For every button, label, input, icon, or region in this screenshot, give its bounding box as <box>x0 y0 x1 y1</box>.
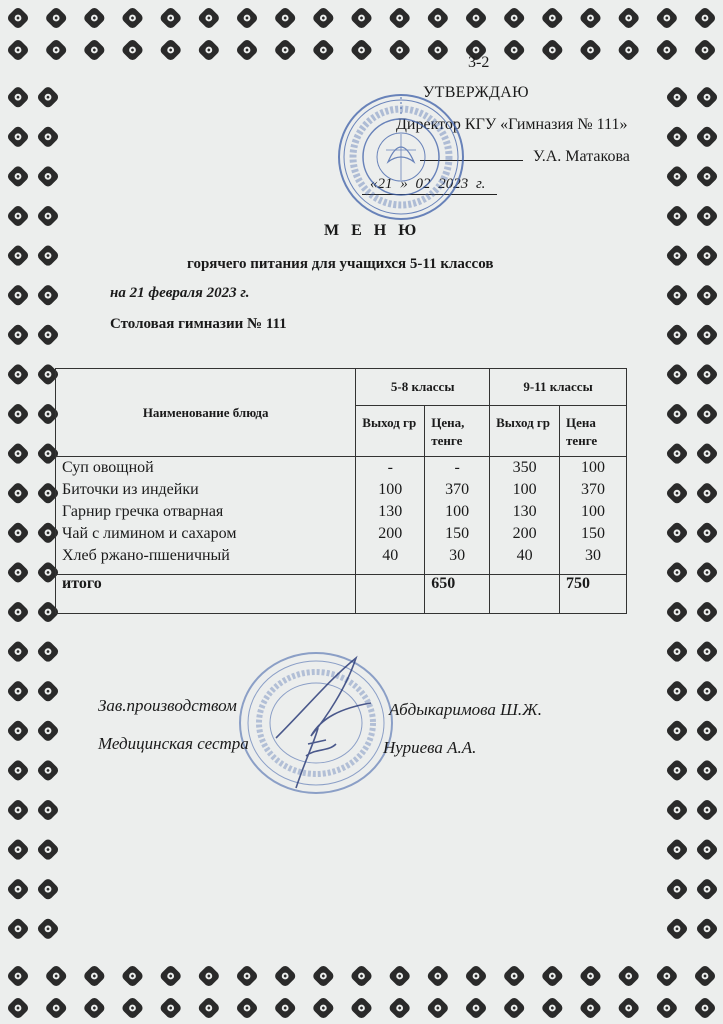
border-ornament-icon <box>349 964 373 988</box>
list-item: Биточки из индейки <box>62 481 199 498</box>
border-ornament-icon <box>540 6 564 30</box>
border-ornament-icon <box>6 758 30 782</box>
border-ornament-icon <box>695 917 719 941</box>
border-ornament-icon <box>502 964 526 988</box>
border-ornament-icon <box>6 964 30 988</box>
list-item: Гарнир гречка отварная <box>62 503 224 520</box>
border-ornament-icon <box>6 164 30 188</box>
border-ornament-icon <box>6 877 30 901</box>
border-ornament-icon <box>617 996 641 1020</box>
border-ornament-icon <box>235 964 259 988</box>
director-name: У.А. Матакова <box>533 148 630 165</box>
border-ornament-icon <box>6 798 30 822</box>
border-ornament-icon <box>665 521 689 545</box>
border-ornament-icon <box>6 600 30 624</box>
table-cell <box>490 575 560 614</box>
border-ornament-icon <box>426 996 450 1020</box>
border-ornament-icon <box>6 719 30 743</box>
border-ornament-icon <box>36 323 60 347</box>
table-cell: 100 <box>445 503 470 520</box>
border-ornament-icon <box>665 244 689 268</box>
director-title: Директор КГУ «Гимназия № 111» <box>396 116 628 133</box>
border-ornament-icon <box>235 38 259 62</box>
role-nurse: Медицинская сестра <box>98 734 249 753</box>
border-ornament-icon <box>349 6 373 30</box>
border-ornament-icon <box>311 6 335 30</box>
border-ornament-icon <box>388 38 412 62</box>
border-ornament-icon <box>82 6 106 30</box>
border-ornament-icon <box>665 877 689 901</box>
border-ornament-icon <box>6 521 30 545</box>
border-ornament-icon <box>426 6 450 30</box>
border-ornament-icon <box>36 679 60 703</box>
role-production-head: Зав.производством <box>98 696 237 715</box>
table-header-row <box>56 369 627 406</box>
border-ornament-icon <box>6 283 30 307</box>
border-ornament-icon <box>464 996 488 1020</box>
border-ornament-icon <box>695 362 719 386</box>
border-ornament-icon <box>578 6 602 30</box>
border-ornament-icon <box>695 442 719 466</box>
border-ornament-icon <box>655 996 679 1020</box>
table-cell: 30 <box>449 547 466 564</box>
border-ornament-icon <box>36 125 60 149</box>
border-ornament-icon <box>6 85 30 109</box>
table-cell: 200 <box>378 525 403 542</box>
table-cell: 100 <box>581 503 606 520</box>
list-item: Суп овощной <box>62 459 154 476</box>
list-item: Чай с лимином и сахаром <box>62 525 237 542</box>
border-ornament-icon <box>159 6 183 30</box>
name-nurse: Нуриева А.А. <box>383 738 477 757</box>
border-ornament-icon <box>617 964 641 988</box>
border-ornament-icon <box>617 38 641 62</box>
border-ornament-icon <box>197 996 221 1020</box>
border-ornament-icon <box>695 838 719 862</box>
approval-date: «21 » 02 2023 г. <box>362 176 497 195</box>
border-ornament-icon <box>6 402 30 426</box>
border-ornament-icon <box>36 877 60 901</box>
border-ornament-icon <box>311 38 335 62</box>
border-ornament-icon <box>695 164 719 188</box>
border-ornament-icon <box>36 164 60 188</box>
table-cell: 30 <box>585 547 602 564</box>
border-ornament-icon <box>36 283 60 307</box>
border-ornament-icon <box>578 38 602 62</box>
border-ornament-icon <box>6 362 30 386</box>
border-ornament-icon <box>464 964 488 988</box>
border-ornament-icon <box>6 640 30 664</box>
dish-list <box>56 457 356 575</box>
border-ornament-icon <box>464 6 488 30</box>
list-item: Хлеб ржано-пшеничный <box>62 547 230 564</box>
border-ornament-icon <box>36 719 60 743</box>
border-ornament-icon <box>695 640 719 664</box>
menu-date: на 21 февраля 2023 г. <box>110 285 250 301</box>
column-header-price-1: Цена, тенге <box>425 406 490 457</box>
border-ornament-icon <box>540 964 564 988</box>
total-9-11: 750 <box>560 575 627 614</box>
border-ornament-icon <box>388 996 412 1020</box>
table-cell: 370 <box>445 481 470 498</box>
border-ornament-icon <box>665 758 689 782</box>
border-ornament-icon <box>311 996 335 1020</box>
border-ornament-icon <box>36 838 60 862</box>
table-cell: 130 <box>512 503 537 520</box>
border-ornament-icon <box>120 996 144 1020</box>
border-ornament-icon <box>197 38 221 62</box>
border-ornament-icon <box>665 917 689 941</box>
column-header-yield-1: Выход гр <box>356 406 425 457</box>
border-ornament-icon <box>695 600 719 624</box>
border-ornament-icon <box>6 679 30 703</box>
page-title: М Е Н Ю <box>324 222 421 239</box>
border-ornament-icon <box>655 6 679 30</box>
table-cell: 370 <box>581 481 606 498</box>
border-ornament-icon <box>695 679 719 703</box>
border-ornament-icon <box>695 283 719 307</box>
border-ornament-icon <box>693 6 717 30</box>
border-ornament-icon <box>120 964 144 988</box>
table-cell: - <box>387 459 393 476</box>
border-ornament-icon <box>159 38 183 62</box>
border-ornament-icon <box>655 964 679 988</box>
border-ornament-icon <box>36 758 60 782</box>
table-cell: 100 <box>581 459 606 476</box>
border-ornament-icon <box>665 164 689 188</box>
border-ornament-icon <box>693 996 717 1020</box>
border-ornament-icon <box>6 481 30 505</box>
border-ornament-icon <box>665 402 689 426</box>
price-9-11-column <box>560 457 627 575</box>
table-cell: 200 <box>512 525 537 542</box>
border-ornament-icon <box>695 719 719 743</box>
border-ornament-icon <box>665 204 689 228</box>
border-ornament-icon <box>197 964 221 988</box>
table-cell: 100 <box>512 481 537 498</box>
border-ornament-icon <box>617 6 641 30</box>
column-group-9-11: 9-11 классы <box>490 369 627 406</box>
kitchen-seal-stamp <box>236 648 396 798</box>
border-ornament-icon <box>695 798 719 822</box>
table-cell: 150 <box>581 525 606 542</box>
column-header-yield-2: Выход гр <box>490 406 560 457</box>
border-ornament-icon <box>36 244 60 268</box>
border-ornament-icon <box>665 481 689 505</box>
border-ornament-icon <box>82 996 106 1020</box>
border-ornament-icon <box>36 640 60 664</box>
border-ornament-icon <box>578 996 602 1020</box>
border-ornament-icon <box>426 964 450 988</box>
border-ornament-icon <box>159 964 183 988</box>
border-ornament-icon <box>36 798 60 822</box>
border-ornament-icon <box>273 6 297 30</box>
border-ornament-icon <box>695 758 719 782</box>
table-total-row <box>56 575 627 614</box>
border-ornament-icon <box>6 560 30 584</box>
border-ornament-icon <box>235 996 259 1020</box>
border-ornament-icon <box>6 917 30 941</box>
border-ornament-icon <box>349 38 373 62</box>
border-ornament-icon <box>578 964 602 988</box>
border-ornament-icon <box>6 996 30 1020</box>
border-ornament-icon <box>665 719 689 743</box>
price-5-8-column <box>425 457 490 575</box>
border-ornament-icon <box>273 964 297 988</box>
border-ornament-icon <box>44 964 68 988</box>
border-ornament-icon <box>273 996 297 1020</box>
table-cell: 40 <box>382 547 399 564</box>
border-ornament-icon <box>36 917 60 941</box>
border-ornament-icon <box>695 244 719 268</box>
border-ornament-icon <box>695 204 719 228</box>
border-ornament-icon <box>695 521 719 545</box>
border-ornament-icon <box>6 244 30 268</box>
border-ornament-icon <box>273 38 297 62</box>
border-ornament-icon <box>695 85 719 109</box>
border-ornament-icon <box>665 85 689 109</box>
total-label: итого <box>56 575 356 614</box>
total-5-8: 650 <box>425 575 490 614</box>
border-ornament-icon <box>665 679 689 703</box>
border-ornament-icon <box>665 125 689 149</box>
border-ornament-icon <box>6 323 30 347</box>
border-ornament-icon <box>120 38 144 62</box>
border-ornament-icon <box>695 481 719 505</box>
border-ornament-icon <box>388 6 412 30</box>
yield-9-11-column <box>490 457 560 575</box>
border-ornament-icon <box>44 6 68 30</box>
border-ornament-icon <box>540 38 564 62</box>
border-ornament-icon <box>693 964 717 988</box>
border-ornament-icon <box>665 323 689 347</box>
canteen-name: Столовая гимназии № 111 <box>110 316 287 332</box>
border-ornament-icon <box>82 38 106 62</box>
approve-label: УТВЕРЖДАЮ <box>423 84 529 101</box>
menu-subtitle: горячего питания для учащихся 5-11 классов <box>187 256 494 272</box>
table-cell: - <box>454 459 460 476</box>
border-ornament-icon <box>235 6 259 30</box>
border-ornament-icon <box>349 996 373 1020</box>
border-ornament-icon <box>695 877 719 901</box>
border-ornament-icon <box>695 323 719 347</box>
border-ornament-icon <box>120 6 144 30</box>
border-ornament-icon <box>695 560 719 584</box>
border-ornament-icon <box>388 964 412 988</box>
column-group-5-8: 5-8 классы <box>356 369 490 406</box>
border-ornament-icon <box>6 838 30 862</box>
border-ornament-icon <box>44 38 68 62</box>
border-ornament-icon <box>655 38 679 62</box>
border-ornament-icon <box>502 38 526 62</box>
column-header-dish: Наименование блюда <box>56 369 356 457</box>
border-ornament-icon <box>693 38 717 62</box>
border-ornament-icon <box>665 442 689 466</box>
table-cell <box>356 575 425 614</box>
border-ornament-icon <box>540 996 564 1020</box>
border-ornament-icon <box>159 996 183 1020</box>
border-ornament-icon <box>6 125 30 149</box>
border-ornament-icon <box>665 838 689 862</box>
border-ornament-icon <box>695 402 719 426</box>
border-ornament-icon <box>44 996 68 1020</box>
yield-5-8-column <box>356 457 425 575</box>
column-header-price-2: Цена тенге <box>560 406 627 457</box>
border-ornament-icon <box>695 125 719 149</box>
table-cell: 40 <box>516 547 533 564</box>
border-ornament-icon <box>6 204 30 228</box>
table-cell: 130 <box>378 503 403 520</box>
border-ornament-icon <box>197 6 221 30</box>
border-ornament-icon <box>6 38 30 62</box>
border-ornament-icon <box>311 964 335 988</box>
border-ornament-icon <box>82 964 106 988</box>
menu-table <box>55 368 627 614</box>
border-ornament-icon <box>502 6 526 30</box>
border-ornament-icon <box>6 6 30 30</box>
name-production-head: Абдыкаримова Ш.Ж. <box>389 700 542 719</box>
border-ornament-icon <box>36 85 60 109</box>
border-ornament-icon <box>665 798 689 822</box>
official-seal-stamp <box>336 92 466 222</box>
table-cell: 350 <box>512 459 537 476</box>
border-ornament-icon <box>665 283 689 307</box>
border-ornament-icon <box>665 560 689 584</box>
border-ornament-icon <box>665 600 689 624</box>
document-code: 3-2 <box>468 54 490 71</box>
table-cell: 150 <box>445 525 470 542</box>
border-ornament-icon <box>36 204 60 228</box>
border-ornament-icon <box>665 640 689 664</box>
table-cell: 100 <box>378 481 403 498</box>
border-ornament-icon <box>502 996 526 1020</box>
table-body-row <box>56 457 627 575</box>
border-ornament-icon <box>426 38 450 62</box>
border-ornament-icon <box>665 362 689 386</box>
border-ornament-icon <box>6 442 30 466</box>
